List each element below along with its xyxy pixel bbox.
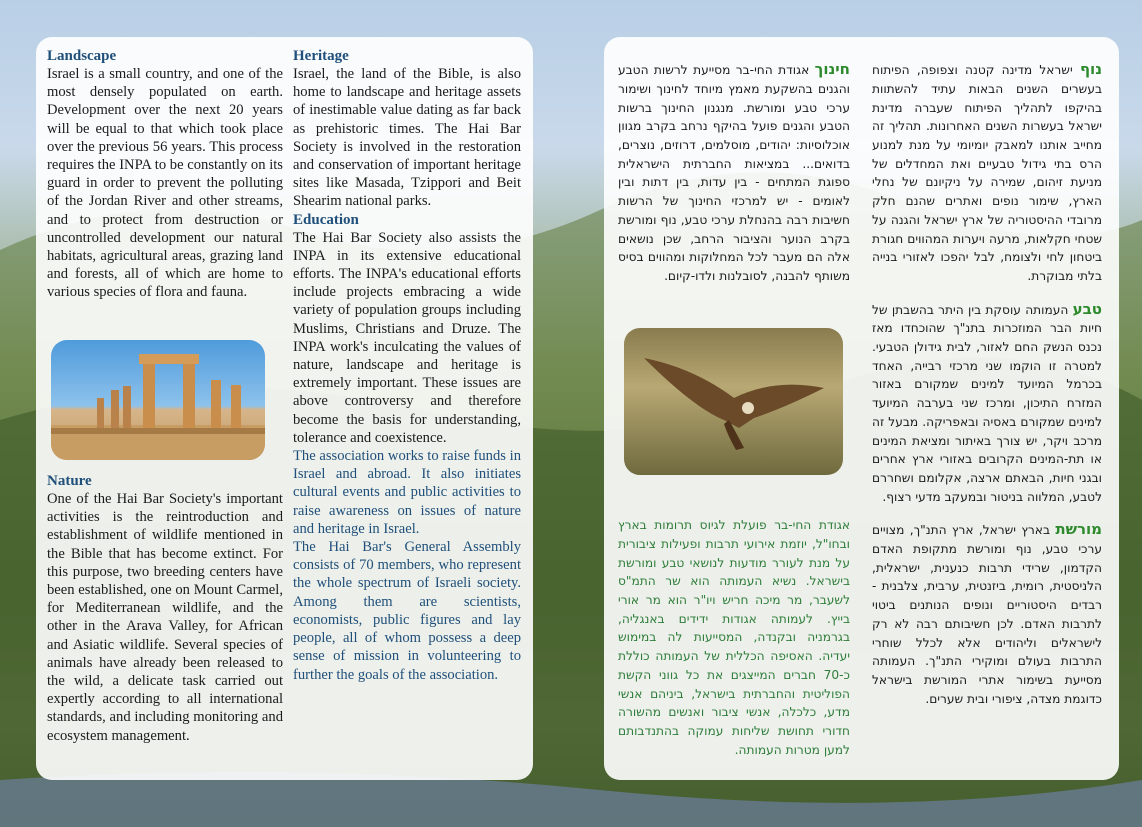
heritage-body: Israel, the land of the Bible, is also home to landscape and heritage assets of inestimable value dating as far back as prehistoric times. The Hai Bar Society is involved in the restoration and conservation of important heritage sites like Masada, Tzippori and Beit Shearim national parks. bbox=[293, 66, 521, 210]
hebrew-column-right bbox=[872, 48, 1102, 721]
ruins-illustration bbox=[51, 340, 265, 460]
english-column-left bbox=[47, 47, 283, 744]
moreshet-heading: מורשת bbox=[1055, 520, 1103, 539]
education-body: The Hai Bar Society also assists the INPA in its extensive educational efforts. The INPA's educational efforts include projects embracing a wide variety of population groups including Muslims, Christians and Druze. The INPA work's inculcating the values of nature, landscape and heritage is extremely important. These issues are above controversy and therefore become the basis for understanding, tolerance and coexistence. bbox=[293, 229, 521, 446]
moreshet-body: בארץ ישראל, ארץ התנ"ך, מצויים ערכי טבע, נוף ומורשת מתקופת האדם הקדמון, שרידי תרבות כנענית, ישראלית, הלניסטית, רומית, ביזנטית, ערבית, צלבנית - רבדים היסטוריים ונופים הנותנים ביטוי לתרבות האדם. לכן חשיבותם רבה לא רק לישראלים וליהודים אלא לכלל שוחרי התרבות בעולם ומוקירי התנ"ך. העמותה מסייעת בשימור אתרי המורשת בישראל כדוגמת מצדה, ציפורי ובית שערים. bbox=[872, 523, 1102, 706]
hebrew-panel bbox=[604, 37, 1119, 780]
vulture-illustration bbox=[624, 328, 843, 475]
landscape-heading: Landscape bbox=[47, 48, 117, 64]
teva-body: העמותה עוסקת בין היתר בהשבתן של חיות הבר המוזכרות בתנ"ך שהוכחדו מאז נכנס הנשק החם לאזור, לבית גידולן הטבעי. למטרה זו הוקמו שני מרכזי רבייה, האחד בכרמל המיועד למינים שמקורם באזור המזרח התיכון, ומרכז שני בערבה המיועד למינים שמקורם באסיה ובאפריקה. מבעל זה מרכב ויקר, יש צורך באיתור ומציאת המינים או תת-המינים הקרובים באזורי ארץ אחרים ובגני חיות, הבאתם ארצה, אקלומם ושחררם לטבע, המלווה בניטור ובמעקב מדעי רצוף. bbox=[872, 302, 1102, 504]
chinuch-heading: חינוך bbox=[814, 60, 850, 79]
amuta-section bbox=[618, 504, 850, 772]
landscape-body: Israel is a small country, and one of the most densely populated on earth. Development over the next 20 years will be equal to that which took place over the previous 56 years. This process requires the INPA to be constantly on its guard in order to prevent the polluting of the Jordan River and other streams, and to protect from destruction or uncontrolled development our natural habitats, agricultural areas, grazing land and forests, all of which are home to various species of flora and fauna. bbox=[47, 66, 283, 301]
teva-heading: טבע bbox=[1072, 299, 1102, 318]
chinuch-body: אגודת החי-בר מסייעת לרשות הטבע והגנים בהשקעת מאמץ מיוחד לחינוך ושימור ערכי טבע ומורשת. מנגנון החינוך ברשות הטבע והגנים פועל בהיקף נרחב בקרב מגוון אוכלוסיות: יהודים, מוסלמים, דרוזים, נוצרים, בדואים... במציאות החברתית הישראלית ספוגת המתחים - בין עדות, בין דתות ובין לאומים - יש למרכזי החינוך של הרשות חשיבות רבה בהנחלת ערכי טבע, נוף ומורשת בקרב הנוער והציבור הרחב, שכן נושאים אלה הם מעבר לכל המחלוקות ומהווים בסיס משותף להבנה, לסובלנות ולדו-קיום. bbox=[618, 63, 850, 283]
nof-body: ישראל מדינה קטנה וצפופה, הפיתוח בעשרים השנים הבאות עתיד להשתוות בהיקפו לתהליך הפיתוח שעברה מדינת ישראל בעשרות השנים האחרונות. תהליך זה מחייב אותנו למאבק יומיומי על מנת למנוע הרס בתי גידול טבעיים ואת המחדלים של מניעת זיהום, שמירה על ניקיונם של נחלי הארץ, שימור נופים ואתרים שהנם חלק מרובדי ההיסטוריה של ארץ ישראל והגנה על שטחי חקלאות, מרעה ויערות המהווים חגורת ביטחון לחי ולצומח, לבל יהפכו לאזורי בנייה בלתי מבוקרת. bbox=[872, 63, 1102, 283]
general-assembly-paragraph: The Hai Bar's General Assembly consists of 70 members, who represent the whole spectrum of Israeli society. Among them are scientists, economists, public figures and lay people, all of whom possess a deep sense of mission in volunteering to further the goals of the association. bbox=[293, 539, 521, 683]
nof-heading: נוף bbox=[1079, 60, 1103, 79]
heritage-heading: Heritage bbox=[293, 48, 349, 64]
hebrew-column-left bbox=[618, 48, 850, 757]
nature-body: One of the Hai Bar Society's important activities is the reintroduction and establishment of wildlife mentioned in the Bible that has become extinct. For this purpose, two breeding centers have been established, one on Mount Carmel, for Mediterranean wildlife, and the other in the Arava Valley, for African and Asiatic wildlife. Several species of animals have already been released to the wild, a delicate task carried out expertly according to all international standards, and including monitoring and ecosystem management. bbox=[47, 491, 283, 744]
vulture-photo bbox=[624, 328, 843, 475]
nature-heading: Nature bbox=[47, 473, 92, 489]
association-funds-paragraph: The association works to raise funds in Israel and abroad. It also initiates cultural events and public activities to raise awareness on issues of nature and heritage in Israel. bbox=[293, 448, 521, 537]
english-panel bbox=[36, 37, 533, 780]
ancient-ruins-photo bbox=[51, 340, 265, 460]
education-heading: Education bbox=[293, 211, 359, 228]
amuta-body: אגודת החי-בר פועלת לגיוס תרומות בארץ ובחו"ל, יוזמת אירועי תרבות ופעילות ציבורית על מנת לעורר מודעות לנושאי טבע ומורשת בישראל. נשיא העמותה הוא שר התמ"ס לשעבר, מר מיכה חריש ויו"ר הוא מר אורי בייץ. לעמותה אגודות ידידים באנגליה, בגרמניה ובקנדה, המסייעות לה במימוש יעדיה. האסיפה הכללית של העמותה כוללת כ-70 חברים המייצגים את כל גווני הקשת הפוליטית והחברתית בישראל, ביניהם אנשי מדע, כלכלה, אנשי ציבור ואנשים מהשורה חדורי תחושת שליחות עמוקה בהתנדבותם למען מטרות העמותה. bbox=[618, 518, 850, 757]
english-column-right bbox=[293, 47, 521, 684]
nature-section bbox=[47, 472, 283, 745]
